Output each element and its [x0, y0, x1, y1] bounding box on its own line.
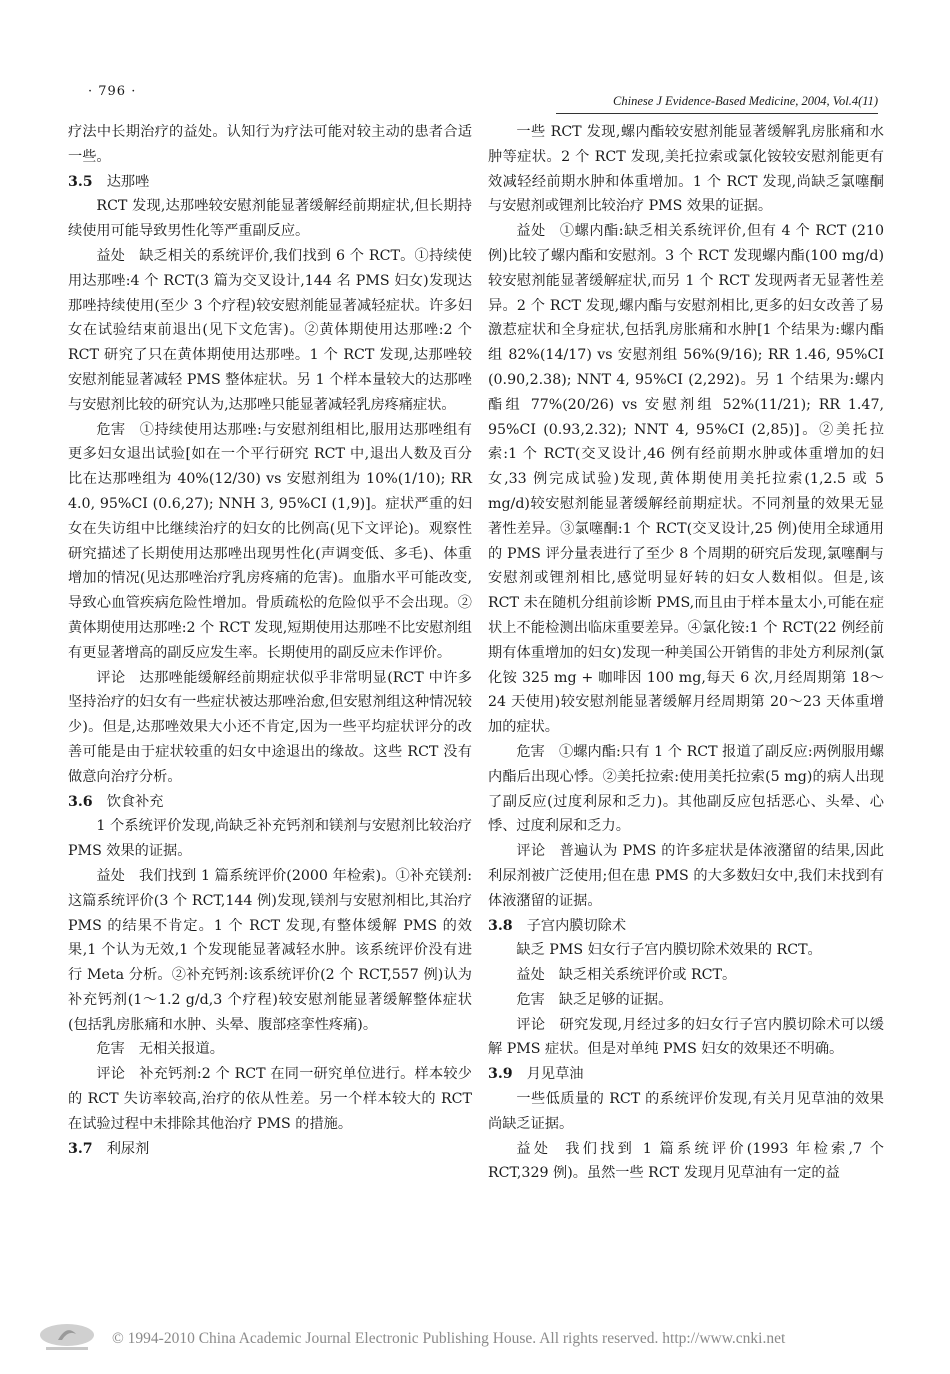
paragraph-text: ①螺内酯:缺乏相关系统评价,但有 4 个 RCT (210 例)比较了螺内酯和安慰剂。3 个 RCT 发现螺内酯(100 mg/d)较安慰剂能显著缓解症状,而另 1 个 RCT 发现两者无显著性差异。2 个 RCT 发现,螺内酯与安慰剂相比,更多的妇女改善了易激惹症状和全身症状,包括乳房胀痛和水肿[1 个结果为:螺内酯组 82%(14/17) vs 安慰剂组 56%(9/16); RR 1.46, 95%CI (0.90,2.38); NNT 4, 95%CI (2,292)。另 1 个结果为:螺内酯组 77%(20/26) vs 安慰剂组 52%(11/21); RR 1.47, 95%CI (0.93,2.32); NNT 4, 95%CI (2,85)]。②美托拉索:1 个 RCT(交叉设计,46 例有经前期水肿或体重增加的妇女,33 例完成试验)发现,黄体期使用美托拉索(1,2.5 或 5 mg/d)较安慰剂能显著缓解经前期症状。不同剂量的效果无显著性差异。③氯噻酮:1 个 RCT(交叉设计,25 例)使用全球通用的 PMS 评分量表进行了至少 8 个周期的研究后发现,氯噻酮与安慰剂或锂剂相比,感觉明显好转的妇女人数相似。但是,该 RCT 未在随机分组前诊断 PMS,而且由于样本量太小,可能在症状上不能检测出临床重要差异。④氯化铵:1 个 RCT(22 例经前期有体重增加的妇女)发现一种美国公开销售的非处方利尿剂(氯化铵 325 mg + 咖啡因 100 mg,每天 6 次,月经周期第 18～24 天使用)较安慰剂能显著缓解月经周期第 20～23 天体重增加的症状。	[488, 223, 884, 736]
section-title: 饮食补充	[106, 793, 164, 810]
paragraph-keyword: 益处	[516, 1140, 552, 1157]
copyright-text: © 1994-2010 China Academic Journal Electronic Publishing House. All rights reserved. http://www.cnki.net	[112, 1330, 786, 1347]
paragraph	[68, 864, 472, 1038]
paragraph	[68, 1037, 472, 1062]
paragraph-text: 疗法中长期治疗的益处。认知行为疗法可能对较主动的患者合适一些。	[68, 124, 472, 165]
paragraph-keyword: 危害	[516, 743, 545, 760]
paragraph	[68, 1062, 472, 1136]
left-column	[68, 120, 472, 1161]
section-number: 3.6	[68, 793, 93, 810]
paragraph-text: 我们找到 1 篇系统评价(1993 年检索,7 个 RCT,329 例)。虽然一些 RCT 发现月见草油有一定的益	[488, 1140, 884, 1182]
right-column	[488, 120, 884, 1186]
paragraph-text: 缺乏足够的证据。	[558, 991, 673, 1008]
paragraph-keyword: 危害	[96, 1041, 125, 1058]
paragraph-keyword: 益处	[96, 247, 126, 264]
paragraph	[488, 938, 884, 963]
paragraph-text: 缺乏相关的系统评价,我们找到 6 个 RCT。①持续使用达那唑:4 个 RCT(3 篇为交叉设计,144 名 PMS 妇女)发现达那唑持续使用(至少 3 个疗程)较安慰剂能显著减轻症状。许多妇女在试验结束前退出(见下文危害)。②黄体期使用达那唑:2 个 RCT 研究了只在黄体期使用达那唑。1 个 RCT 发现,达那唑较安慰剂能显著减轻 PMS 整体症状。另 1 个样本量较大的达那唑与安慰剂比较的研究认为,达那唑只能显著减轻乳房疼痛症状。	[68, 247, 472, 413]
paragraph-keyword: 益处	[516, 967, 545, 984]
cnki-logo-icon	[38, 1322, 96, 1352]
paragraph-keyword: 益处	[96, 867, 126, 884]
section-title: 达那唑	[106, 173, 150, 190]
paragraph-keyword: 评论	[96, 669, 126, 686]
section-number: 3.5	[68, 173, 93, 190]
section-title: 月见草油	[526, 1066, 584, 1083]
paragraph-text: 我们找到 1 篇系统评价(2000 年检索)。①补充镁剂:这篇系统评价(3 个 RCT,144 例)发现,镁剂与安慰剂相比,其治疗 PMS 的结果不肯定。1 个 RCT 发现,有整体缓解 PMS 的效果,1 个认为无效,1 个发现能显著减轻水肿。该系统评价没有进行 Meta 分析。②补充钙剂:该系统评价(2 个 RCT,557 例)认为补充钙剂(1～1.2 g/d,3 个疗程)较安慰剂能显著缓解整体症状(包括乳房胀痛和水肿、头晕、腹部痉挛性疼痛)。	[68, 867, 472, 1033]
paragraph	[68, 814, 472, 864]
paragraph-text: 一些低质量的 RCT 的系统评价发现,有关月见草油的效果尚缺乏证据。	[488, 1091, 884, 1132]
section-title: 子宫内膜切除术	[526, 917, 627, 934]
paragraph-text: ①螺内酯:只有 1 个 RCT 报道了副反应:两例服用螺内酯后出现心悸。②美托拉索:使用美托拉索(5 mg)的病人出现了副反应(过度利尿和乏力)。其他副反应包括恶心、头晕、心悸、过度利尿和乏力。	[488, 743, 884, 835]
section-number: 3.7	[68, 1140, 93, 1157]
paragraph-keyword: 评论	[96, 1066, 126, 1083]
paragraph	[488, 839, 884, 913]
section-heading	[68, 170, 472, 195]
paragraph-keyword: 评论	[516, 1016, 546, 1033]
paragraph	[488, 120, 884, 219]
footer	[0, 1316, 950, 1356]
section-number: 3.9	[488, 1066, 513, 1083]
paragraph	[488, 988, 884, 1013]
paragraph	[68, 244, 472, 418]
section-title: 利尿剂	[106, 1140, 150, 1157]
paragraph	[488, 219, 884, 740]
paragraph-text: 缺乏 PMS 妇女行子宫内膜切除术效果的 RCT。	[516, 942, 822, 959]
header-rule	[556, 113, 878, 114]
paragraph	[488, 1013, 884, 1063]
paragraph-text: 普遍认为 PMS 的许多症状是体液潴留的结果,因此利尿剂被广泛使用;但在患 PMS 的大多数妇女中,我们未找到有体液潴留的证据。	[488, 843, 884, 909]
paragraph	[68, 666, 472, 790]
paragraph	[488, 1087, 884, 1137]
section-heading	[68, 790, 472, 815]
paragraph-text: ①持续使用达那唑:与安慰剂组相比,服用达那唑组有更多妇女退出试验[如在一个平行研究 RCT 中,退出人数及百分比在达那唑组为 40%(12/30) vs 安慰剂组为 10%(1/10); RR 4.0, 95%CI (0.6,27); NNH 3, 95%CI (1,9)]。症状严重的妇女在失访组中比继续治疗的妇女的比例高(见下文评论)。观察性研究描述了长期使用达那唑出现男性化(声调变低、多毛)、体重增加的情况(见达那唑治疗乳房疼痛的危害)。血脂水平可能改变,导致心血管疾病危险性增加。骨质疏松的危险似乎不会出现。②黄体期使用达那唑:2 个 RCT 发现,短期使用达那唑不比安慰剂组有更显著增高的副反应发生率。长期使用的副反应未作评价。	[68, 421, 472, 661]
section-heading	[488, 1062, 884, 1087]
paragraph-keyword: 危害	[516, 991, 545, 1008]
section-heading	[68, 1137, 472, 1162]
paragraph-keyword: 益处	[516, 223, 546, 240]
paragraph-text: 达那唑能缓解经前期症状似乎非常明显(RCT 中许多坚持治疗的妇女有一些症状被达那唑治愈,但安慰剂组这种情况较少)。但是,达那唑效果大小还不肯定,因为一些平均症状评分的改善可能是由于症状较重的妇女中途退出的缘故。这些 RCT 没有做意向治疗分析。	[68, 669, 472, 785]
paragraph-keyword: 危害	[96, 421, 126, 438]
paragraph	[488, 963, 884, 988]
paragraph-text: 1 个系统评价发现,尚缺乏补充钙剂和镁剂与安慰剂比较治疗 PMS 效果的证据。	[68, 818, 472, 860]
paragraph-keyword: 评论	[516, 843, 546, 860]
section-heading	[488, 914, 884, 939]
paragraph-text: 缺乏相关系统评价或 RCT。	[558, 967, 737, 984]
paragraph	[68, 194, 472, 244]
paragraph	[68, 120, 472, 170]
journal-header: Chinese J Evidence-Based Medicine, 2004, Vol.4(11)	[613, 94, 878, 108]
page-number: · 796 ·	[88, 84, 137, 99]
section-number: 3.8	[488, 917, 513, 934]
paragraph	[488, 740, 884, 839]
paragraph-text: 补充钙剂:2 个 RCT 在同一研究单位进行。样本较少的 RCT 失访率较高,治疗的依从性差。另一个样本较大的 RCT 在试验过程中未排除其他治疗 PMS 的措施。	[68, 1066, 472, 1132]
paragraph-text: 研究发现,月经过多的妇女行子宫内膜切除术可以缓解 PMS 症状。但是对单纯 PMS 妇女的效果还不明确。	[488, 1016, 884, 1058]
paragraph	[488, 1137, 884, 1187]
paragraph-text: RCT 发现,达那唑较安慰剂能显著缓解经前期症状,但长期持续使用可能导致男性化等严重副反应。	[68, 198, 472, 240]
paragraph-text: 一些 RCT 发现,螺内酯较安慰剂能显著缓解乳房胀痛和水肿等症状。2 个 RCT 发现,美托拉索或氯化铵较安慰剂能更有效减轻经前期水肿和体重增加。1 个 RCT 发现,尚缺乏氯噻酮与安慰剂或锂剂比较治疗 PMS 效果的证据。	[488, 124, 884, 215]
paragraph-text: 无相关报道。	[138, 1041, 224, 1058]
paragraph	[68, 418, 472, 666]
